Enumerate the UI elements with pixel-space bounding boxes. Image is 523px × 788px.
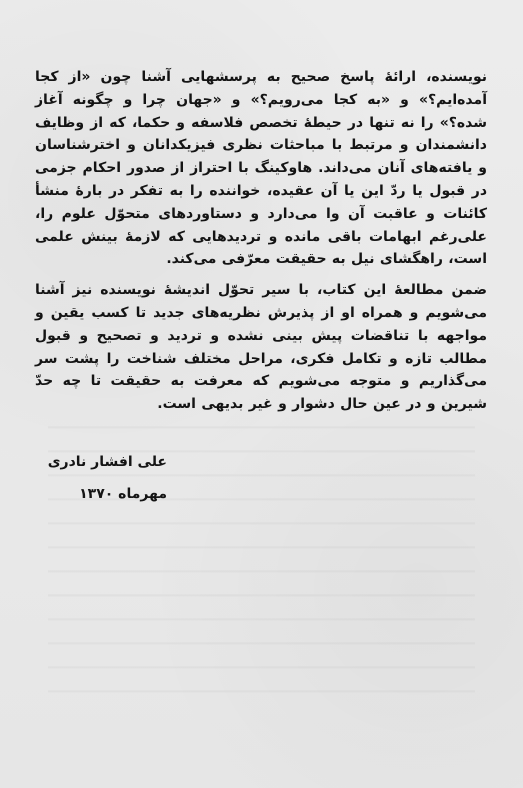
signature-block: [48, 446, 167, 510]
author-name: علی افشار نادری: [47, 454, 167, 470]
main-text-block: [35, 66, 487, 416]
paragraph-conclusion: ضمن مطالعهٔ این کتاب، با سیر تحوّل اندیشهٔ نویسنده نیز آشنا می‌شویم و همراه او از پذیرش نظریه‌های جدید تا کسب یقین و مواجهه با تناقضات پیش بینی نشده و تردید و تصحیح و قبول مطالب تازه و تکامل فکری، مراحل مختلف شناخت را پشت سر می‌گذاریم و متوجه می‌شویم که معرفت به حقیقت تا چه حدّ شیرین و در عین حال دشوار و غیر بدیهی است.: [35, 282, 487, 413]
signature-date: مهرماه ۱۳۷۰: [79, 486, 167, 502]
paragraph-intro: نویسنده، ارائهٔ پاسخ صحیح به پرسشهایی آشنا چون «از کجا آمده‌ایم؟» و «به کجا می‌رویم؟» و «جهان چرا و چگونه آغاز شده؟» را نه تنها در حیطهٔ تخصص فلاسفه و حکما، که از وظایف دانشمندان و مرتبط با مباحثات نظری فیزیکدانان و اخترشناسان و یافته‌های آنان می‌داند. هاوکینگ با احتراز از صدور احکام جزمی در قبول یا ردّ این یا آن عقیده، خواننده را به تفکر در بارهٔ منشأ کائنات و عاقبت آن وا می‌دارد و دستاوردهای متحوّل علوم را، علی‌رغم ابهامات باقی مانده و تردیدهایی که لازمهٔ بینش علمی است، راهگشای نیل به حقیقت معرّفی می‌کند.: [35, 69, 487, 268]
